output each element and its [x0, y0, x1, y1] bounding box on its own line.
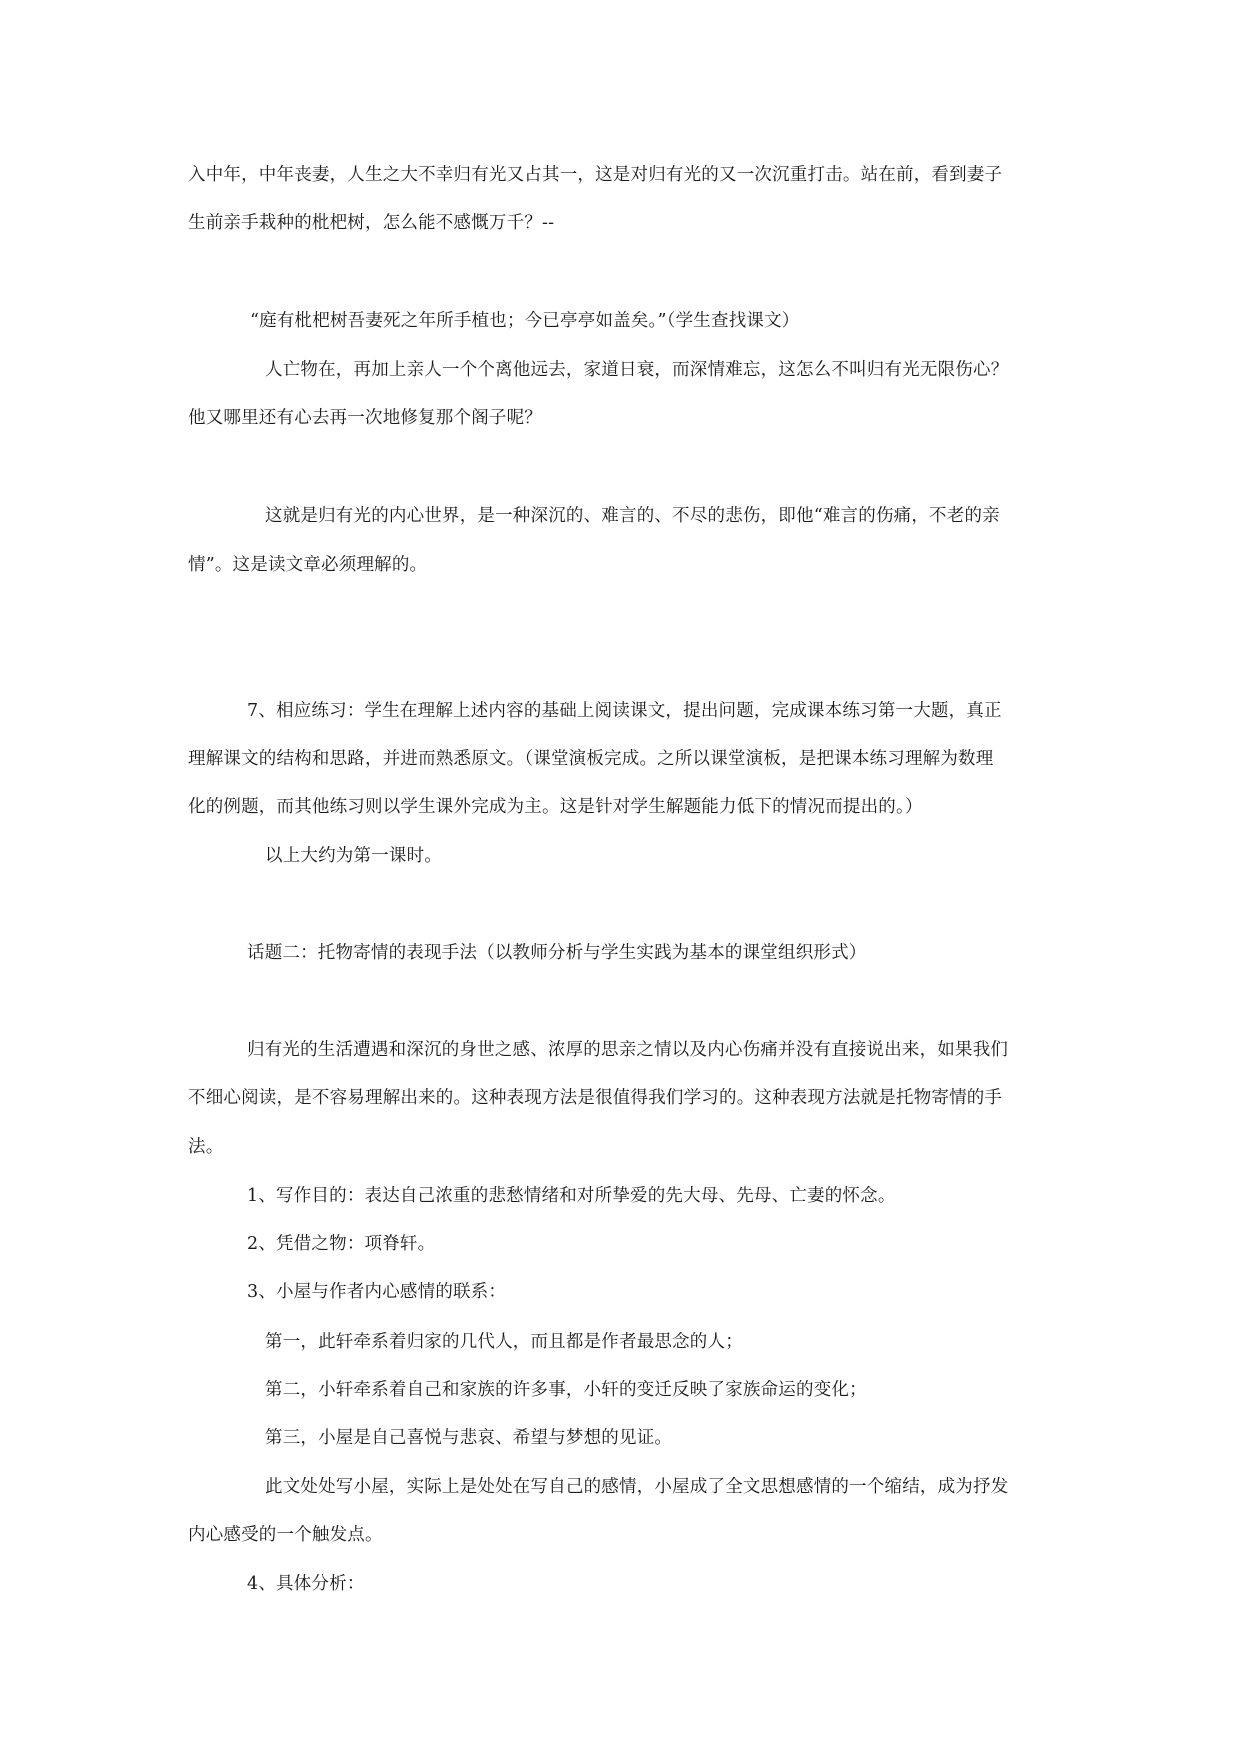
paragraph-line: 他又哪里还有心去再一次地修复那个阁子呢？	[188, 408, 542, 428]
paragraph-line: 这就是归有光的内心世界，是一种深沉的、难言的、不尽的悲伤，即他“难言的伤痛，不老的亲	[265, 506, 1000, 526]
sub-list-item: 第三，小屋是自己喜悦与悲哀、希望与梦想的见证。	[265, 1428, 673, 1448]
paragraph-line: “庭有枇杷树吾妻死之年所手植也；今已亭亭如盖矣。”（学生查找课文）	[250, 311, 800, 331]
list-item: 4、具体分析：	[247, 1574, 365, 1594]
list-item: 2、凭借之物：项脊轩。	[247, 1234, 436, 1254]
paragraph-line: 此文处处写小屋，实际上是处处在写自己的感情，小屋成了全文思想感情的一个缩结，成为抒发	[265, 1477, 1009, 1497]
paragraph-line: 人亡物在，再加上亲人一个个离他远去，家道日衰，而深情难忘，这怎么不叫归有光无限伤心？	[265, 360, 1009, 380]
paragraph-line: 内心感受的一个触发点。	[188, 1525, 383, 1545]
paragraph-line: 入中年，中年丧妻，人生之大不幸归有光又占其一，这是对归有光的又一次沉重打击。站在前，看到妻子	[188, 165, 1003, 185]
paragraph-line: 情”。这是读文章必须理解的。	[188, 555, 428, 575]
sub-list-item: 第二，小轩牵系着自己和家族的许多事，小轩的变迁反映了家族命运的变化；	[265, 1380, 867, 1400]
paragraph-line: 7、相应练习：学生在理解上述内容的基础上阅读课文，提出问题，完成课本练习第一大题，真正	[247, 701, 1002, 721]
paragraph-line: 不细心阅读，是不容易理解出来的。这种表现方法是很值得我们学习的。这种表现方法就是托物寄情的手	[188, 1088, 1003, 1108]
paragraph-line: 生前亲手栽种的枇杷树，怎么能不感慨万千？--	[188, 213, 555, 233]
paragraph-line: 法。	[188, 1137, 224, 1157]
list-item: 3、小屋与作者内心感情的联系：	[247, 1282, 507, 1302]
sub-list-item: 第一，此轩牵系着归家的几代人，而且都是作者最思念的人；	[265, 1332, 743, 1352]
paragraph-line: 理解课文的结构和思路，并进而熟悉原文。（课堂演板完成。之所以课堂演板，是把课本练习理解为数理	[188, 749, 994, 769]
section-heading: 话题二：托物寄情的表现手法（以教师分析与学生实践为基本的课堂组织形式）	[247, 943, 867, 963]
paragraph-line: 归有光的生活遭遇和深沉的身世之感、浓厚的思亲之情以及内心伤痛并没有直接说出来，如果我们	[247, 1040, 1009, 1060]
list-item: 1、写作目的：表达自己浓重的悲愁情绪和对所挚爱的先大母、先母、亡妻的怀念。	[247, 1186, 896, 1206]
paragraph-line: 以上大约为第一课时。	[265, 846, 442, 866]
paragraph-line: 化的例题，而其他练习则以学生课外完成为主。这是针对学生解题能力低下的情况而提出的。）	[188, 797, 923, 817]
